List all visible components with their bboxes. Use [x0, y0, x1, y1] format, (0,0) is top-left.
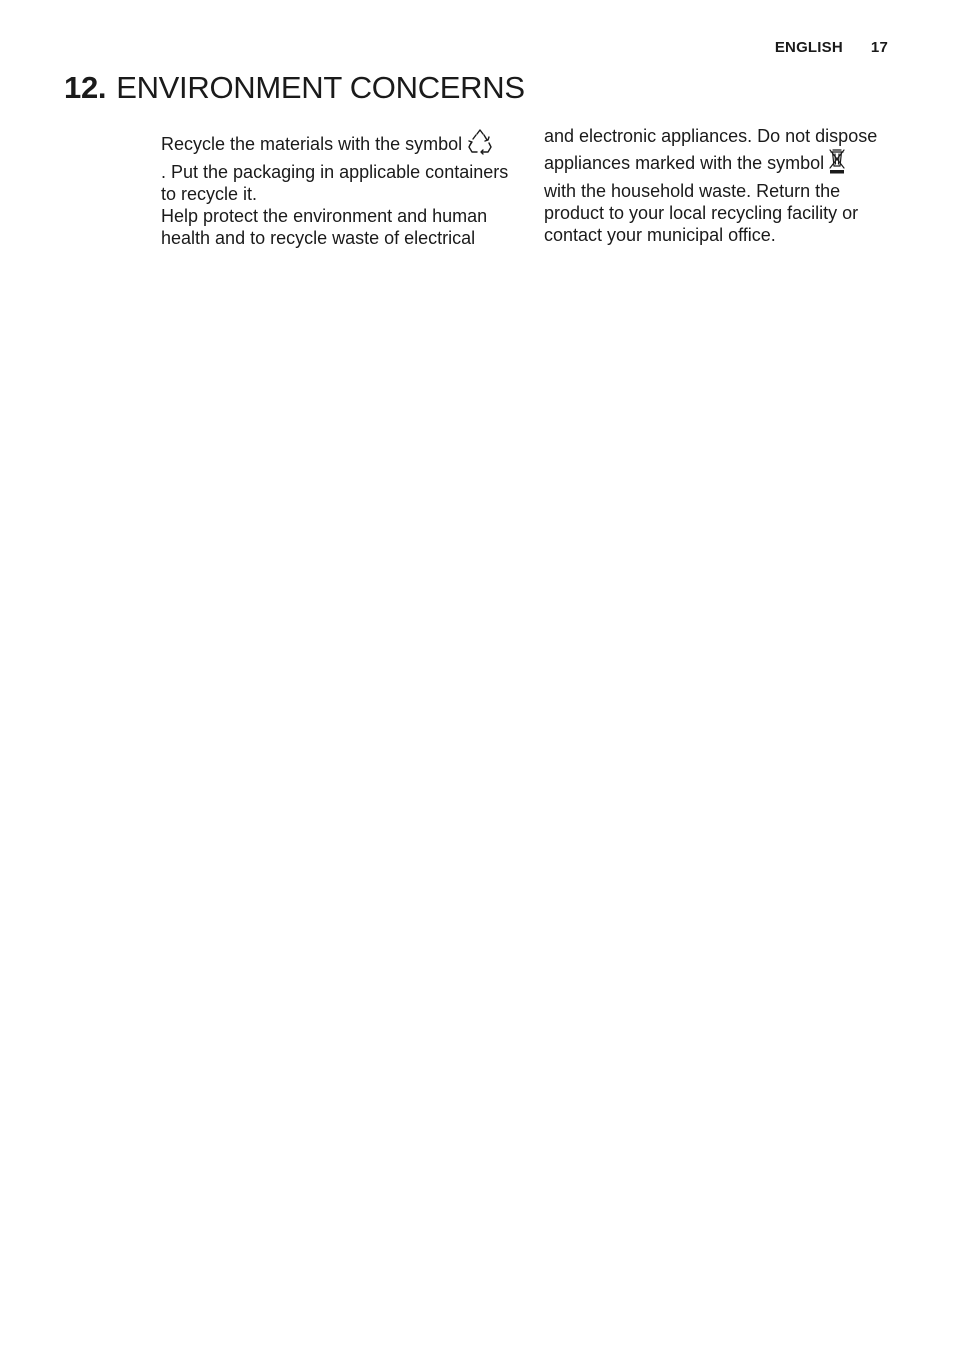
help-protect-text: Help protect the environment and human health and to recycle waste of electrical [161, 206, 488, 248]
running-header [775, 39, 888, 56]
crossed-bin-icon [828, 147, 846, 180]
household-waste-text: with the household waste. Return the product to your local recycling facility or contact your municipal office. [544, 181, 859, 245]
right-column [544, 125, 904, 246]
packaging-text: . Put the packaging in applicable containers to recycle it. [161, 162, 509, 204]
left-column [161, 128, 513, 249]
section-title-text: ENVIRONMENT CONCERNS [116, 70, 525, 105]
recycle-icon [466, 128, 494, 161]
recycle-text: Recycle the materials with the symbol [161, 134, 463, 154]
header-language: ENGLISH [774, 39, 843, 56]
section-title [64, 68, 525, 108]
symbol-text: appliances marked with the symbol [544, 153, 825, 173]
page-number: 17 [870, 39, 888, 56]
symbol-line [544, 147, 904, 180]
dispose-text: and electronic appliances. Do not dispose [544, 126, 878, 146]
recycle-line [161, 128, 513, 161]
section-number: 12. [64, 70, 107, 105]
